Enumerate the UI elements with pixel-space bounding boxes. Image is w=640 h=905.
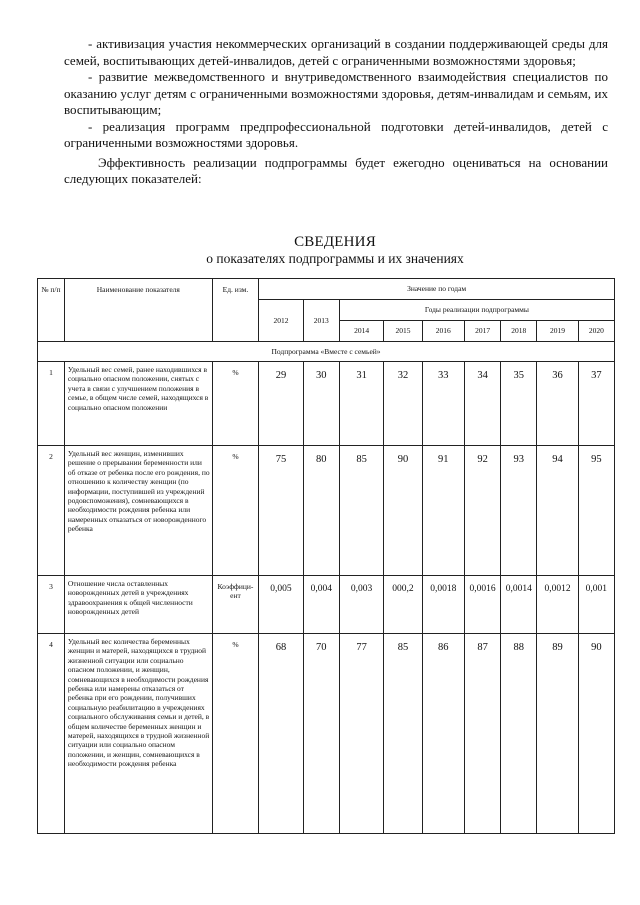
row-value: 0,004	[303, 576, 339, 634]
row-value: 88	[501, 634, 537, 834]
row-value: 86	[422, 634, 464, 834]
row-value: 31	[339, 362, 383, 446]
header-name: Наименование показателя	[64, 279, 212, 342]
header-year: 2019	[537, 321, 578, 342]
intro-paragraph: Эффективность реализации подпрограммы будет ежегодно оцениваться на основании следующих показателей:	[64, 154, 608, 186]
row-indicator: Удельный вес женщин, изменивших решение о прерывании беременности или об отказе от ребенка после его рождения, по отношению к количеству женщин (по информации, поступившей из учреждений родовспоможения), сомневающихся в необходимости рождения ребенка или намеренных отказаться от новорожденного ребенка	[64, 446, 212, 576]
header-num: № п/п	[38, 279, 65, 342]
table-row	[38, 576, 615, 634]
row-value: 77	[339, 634, 383, 834]
row-value: 93	[501, 446, 537, 576]
row-num: 1	[38, 362, 65, 446]
row-unit: %	[212, 362, 259, 446]
row-value: 35	[501, 362, 537, 446]
table-row	[38, 446, 615, 576]
row-value: 92	[464, 446, 500, 576]
intro-bullet: - активизация участия некоммерческих организаций в создании поддерживающей среды для семей, воспитывающих детей-инвалидов, детей с ограниченными возможностями здоровья;	[64, 36, 608, 68]
row-value: 87	[464, 634, 500, 834]
row-value: 0,003	[339, 576, 383, 634]
row-value: 95	[578, 446, 614, 576]
table-row	[38, 634, 615, 834]
header-year: 2017	[464, 321, 500, 342]
intro-bullet: - развитие межведомственного и внутриведомственного взаимодействия специалистов по оказанию услуг детям с ограниченными возможностями здоровья, детям-инвалидам и семьям, их воспитывающим;	[64, 69, 608, 117]
row-num: 2	[38, 446, 65, 576]
table-subtitle: о показателях подпрограммы и их значениях	[206, 251, 464, 266]
header-year: 2016	[422, 321, 464, 342]
intro-bullet: - реализация программ предпрофессиональной подготовки детей-инвалидов, детей с ограниченными возможностями здоровья.	[64, 118, 608, 150]
row-num: 4	[38, 634, 65, 834]
row-value: 89	[537, 634, 578, 834]
row-indicator: Отношение числа оставленных новорожденных детей в учреждениях здравоохранения к общей численности новорожденных детей	[64, 576, 212, 634]
row-unit: %	[212, 634, 259, 834]
row-value: 30	[303, 362, 339, 446]
row-value: 0,005	[259, 576, 303, 634]
row-value: 70	[303, 634, 339, 834]
row-value: 34	[464, 362, 500, 446]
table-row	[38, 362, 615, 446]
row-indicator: Удельный вес количества беременных женщин и матерей, находящихся в трудной жизненной ситуации или социально опасном положении, и женщин, сомневающихся в необходимости рождения ребенка или намерены отказаться от ребенка при его рождении, получивших социальную реабилитацию в учреждениях социального обслуживания семьи и детей, в общем количестве беременных женщин и матерей, находящихся в трудной жизненной ситуации или социально опасном положении, и женщин, сомневающихся в необходимости рождения ребенка	[64, 634, 212, 834]
row-value: 80	[303, 446, 339, 576]
intro-text	[64, 36, 608, 188]
subprogram-row: Подпрограмма «Вместе с семьей»	[38, 342, 615, 362]
row-value: 33	[422, 362, 464, 446]
header-year: 2014	[339, 321, 383, 342]
table-title: СВЕДЕНИЯ	[294, 234, 376, 250]
row-value: 90	[578, 634, 614, 834]
row-indicator: Удельный вес семей, ранее находившихся в социально опасном положении, снятых с учета в связи с улучшением положения в семье, в общем числе семей, находящихся в социально опасном положении	[64, 362, 212, 446]
row-value: 85	[384, 634, 422, 834]
row-value: 32	[384, 362, 422, 446]
header-unit: Ед. изм.	[212, 279, 259, 342]
row-value: 37	[578, 362, 614, 446]
header-years-of-realization: Годы реализации подпрограммы	[339, 300, 614, 321]
row-value: 000,2	[384, 576, 422, 634]
row-value: 29	[259, 362, 303, 446]
indicators-table	[37, 278, 615, 834]
row-value: 94	[537, 446, 578, 576]
row-value: 85	[339, 446, 383, 576]
row-unit: Коэффици-ент	[212, 576, 259, 634]
row-value: 75	[259, 446, 303, 576]
row-value: 0,0018	[422, 576, 464, 634]
header-year: 2012	[259, 300, 303, 342]
row-unit: %	[212, 446, 259, 576]
header-values-by-year: Значение по годам	[259, 279, 615, 300]
row-value: 91	[422, 446, 464, 576]
row-value: 0,001	[578, 576, 614, 634]
header-year: 2015	[384, 321, 422, 342]
header-year: 2013	[303, 300, 339, 342]
row-value: 0,0014	[501, 576, 537, 634]
row-value: 90	[384, 446, 422, 576]
header-year: 2018	[501, 321, 537, 342]
row-value: 0,0016	[464, 576, 500, 634]
row-value: 68	[259, 634, 303, 834]
header-year: 2020	[578, 321, 614, 342]
row-value: 36	[537, 362, 578, 446]
row-num: 3	[38, 576, 65, 634]
row-value: 0,0012	[537, 576, 578, 634]
